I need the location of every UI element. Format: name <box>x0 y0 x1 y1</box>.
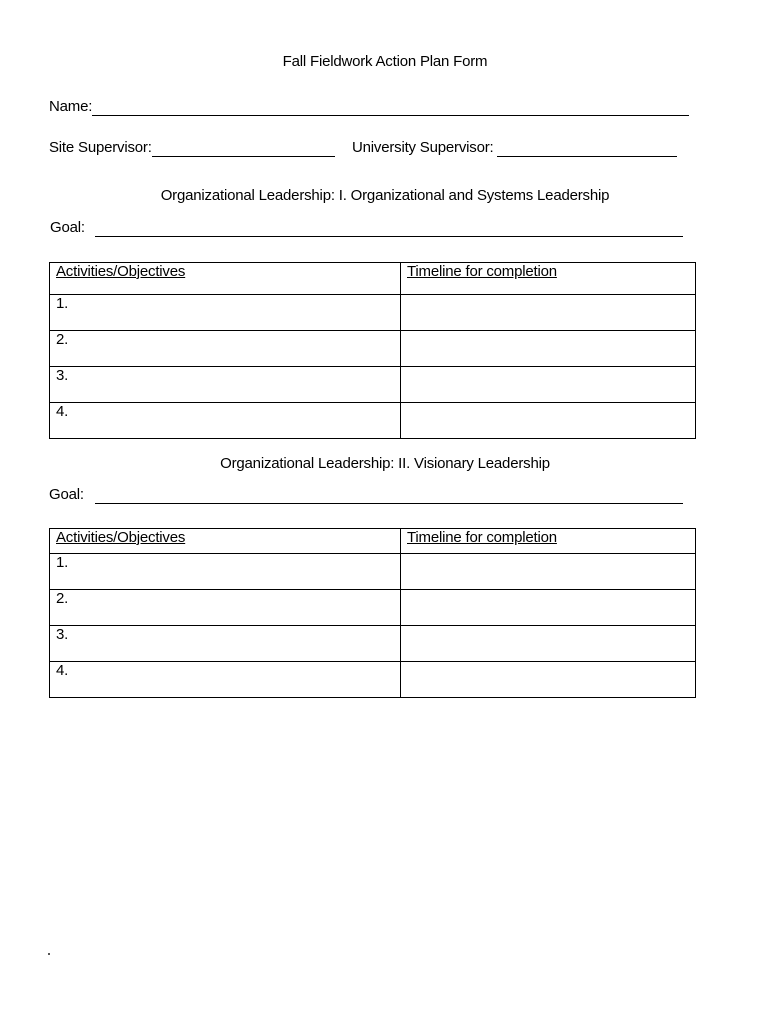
activity-cell[interactable]: 3. <box>50 626 401 662</box>
section-1-table <box>49 262 696 439</box>
section-1-goal-label: Goal: <box>50 219 85 236</box>
name-row <box>49 98 689 116</box>
column-header-timeline: Timeline for completion <box>401 529 696 554</box>
timeline-cell[interactable] <box>401 331 696 367</box>
activity-cell[interactable]: 3. <box>50 367 401 403</box>
activity-cell[interactable]: 4. <box>50 662 401 698</box>
section-2-heading: Organizational Leadership: II. Visionary Leadership <box>220 455 550 472</box>
activity-cell[interactable]: 4. <box>50 403 401 439</box>
activity-cell[interactable]: 1. <box>50 295 401 331</box>
column-header-activities: Activities/Objectives <box>50 263 401 295</box>
table-row <box>50 626 696 662</box>
name-label: Name: <box>49 98 93 115</box>
timeline-cell[interactable] <box>401 662 696 698</box>
column-header-activities: Activities/Objectives <box>50 529 401 554</box>
stray-dot-mark <box>48 953 50 955</box>
activity-cell[interactable]: 2. <box>50 331 401 367</box>
table-row <box>50 590 696 626</box>
university-supervisor-row <box>352 139 677 157</box>
section-2-table <box>49 528 696 698</box>
section-2-goal-field[interactable] <box>95 486 683 504</box>
timeline-cell[interactable] <box>401 554 696 590</box>
section-2-goal-row <box>49 486 683 504</box>
column-header-timeline: Timeline for completion <box>401 263 696 295</box>
table-row <box>50 554 696 590</box>
table-row <box>50 295 696 331</box>
table-row <box>50 662 696 698</box>
site-supervisor-label: Site Supervisor: <box>49 139 152 156</box>
table-row <box>50 403 696 439</box>
table-row <box>50 367 696 403</box>
table-header-row <box>50 529 696 554</box>
activity-cell[interactable]: 1. <box>50 554 401 590</box>
site-supervisor-field[interactable] <box>152 139 335 157</box>
timeline-cell[interactable] <box>401 626 696 662</box>
timeline-cell[interactable] <box>401 590 696 626</box>
university-supervisor-label: University Supervisor: <box>352 139 494 156</box>
timeline-cell[interactable] <box>401 295 696 331</box>
section-1-heading: Organizational Leadership: I. Organizational and Systems Leadership <box>160 187 610 204</box>
university-supervisor-field[interactable] <box>497 139 677 157</box>
section-1-goal-field[interactable] <box>95 219 683 237</box>
section-1-goal-row <box>50 219 683 237</box>
site-supervisor-row <box>49 139 335 157</box>
form-title: Fall Fieldwork Action Plan Form <box>282 53 488 70</box>
timeline-cell[interactable] <box>401 367 696 403</box>
activity-cell[interactable]: 2. <box>50 590 401 626</box>
table-header-row <box>50 263 696 295</box>
name-field[interactable] <box>92 98 689 116</box>
table-row <box>50 331 696 367</box>
section-2-goal-label: Goal: <box>49 486 84 503</box>
timeline-cell[interactable] <box>401 403 696 439</box>
